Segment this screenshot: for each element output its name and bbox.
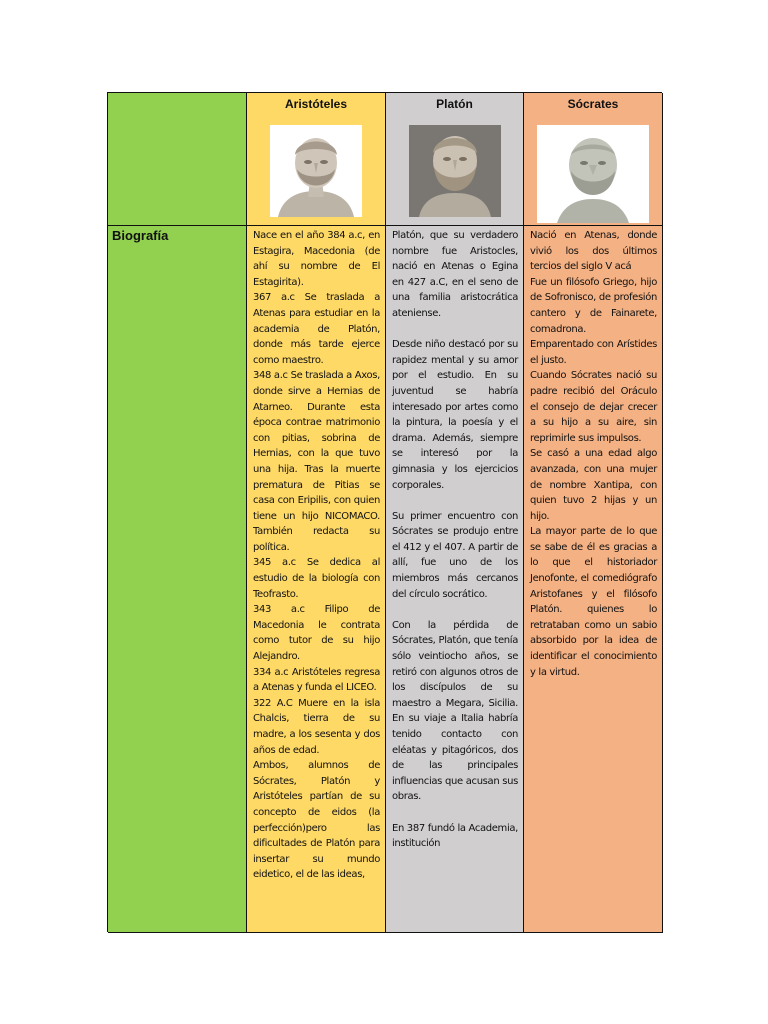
aristoteles-bio-paragraph: 334 a.c Aristóteles regresa a Atenas y funda el LICEO.: [253, 666, 380, 694]
aristoteles-bio-paragraph: 345 a.c Se dedica al estudio de la biología con Teofrasto.: [253, 557, 380, 600]
corner-cell: [108, 93, 247, 226]
socrates-bio-paragraph: Fue un filósofo Griego, hijo de Sofronisco, de profesión cantero y de Fainarete, comadrona.: [530, 276, 657, 335]
socrates-bio-paragraph: Emparentado con Arístides el justo.: [530, 339, 657, 366]
aristoteles-bio-paragraph: 367 a.c Se traslada a Atenas para estudiar en la academia de Platón, donde más tarde ejerce como maestro.: [253, 292, 380, 366]
socrates-bio-cell: [524, 226, 663, 933]
platon-bio-paragraph: Desde niño destacó por su rapidez mental y su amor por el estudio. En su juventud se habría interesado por artes como la pintura, la poesía y el drama. Además, siempre se interesó por la gimnasia y los ejercicios corporales.: [392, 339, 518, 491]
column-title-platon: Platón: [436, 97, 473, 111]
header-platon: [386, 93, 524, 226]
socrates-bio-paragraph: La mayor parte de lo que se sabe de él es gracias a lo que el historiador Jenofonte, el comediógrafo Aristofanes y el filósofo Platón. quienes lo retrataban como un sabio absorbido por la idea de identificar el conocimiento y la virtud.: [530, 526, 657, 678]
aristoteles-bio-cell: [247, 226, 386, 933]
platon-portrait-image: [409, 125, 501, 217]
column-title-socrates: Sócrates: [567, 97, 619, 111]
platon-bio-paragraph: Platón, que su verdadero nombre fue Aristocles, nació en Atenas o Egina en 427 a.C, en el seno de una familia aristocrática ateniense.: [392, 230, 518, 319]
platon-bio-paragraph: En 387 fundó la Academia, institución: [392, 822, 518, 850]
header-aristoteles: [247, 93, 386, 226]
aristoteles-portrait-image: [270, 125, 362, 217]
row-label-biografia: Biografía: [112, 228, 169, 243]
platon-bio-paragraph: Con la pérdida de Sócrates, Platón, que tenía sólo veintiocho años, se retiró con algunos otros de los discípulos de su maestro a Megara, Sicilia. En su viaje a Italia habría tenido contacto con eléatas y pitagóricos, dos de las principales influencias que acusan sus obras.: [392, 619, 518, 803]
aristoteles-bio-paragraph: 322 A.C Muere en la isla Chalcis, tierra de su madre, a los sesenta y dos años de edad.: [253, 697, 380, 756]
socrates-bio-paragraph: Nació en Atenas, donde vivió los dos últimos tercios del siglo V acá: [530, 230, 657, 273]
aristoteles-bio-paragraph: Ambos, alumnos de Sócrates, Platón y Aristóteles partían de su concepto de eidos (la perfección)pero las dificultades de Platón para insertar su mundo eidetico, el de las ideas,: [253, 760, 380, 881]
socrates-portrait-image: [537, 125, 649, 223]
socrates-bio-paragraph: Se casó a una edad algo avanzada, con una mujer de nombre Xantipa, con quien tuvo 2 hijas y un hijo.: [530, 448, 657, 522]
socrates-bio-paragraph: Cuando Sócrates nació su padre recibió del Oráculo el consejo de dejar crecer a su hijo a su aire, sin reprimirle sus impulsos.: [530, 370, 657, 444]
aristoteles-bio-paragraph: 343 a.c Filipo de Macedonia le contrata como tutor de su hijo Alejandro.: [253, 604, 380, 663]
column-title-aristoteles: Aristóteles: [284, 97, 348, 111]
comparison-table: [107, 92, 662, 932]
platon-bio-cell: [386, 226, 524, 933]
header-socrates: [524, 93, 663, 226]
platon-bio-paragraph: Su primer encuentro con Sócrates se produjo entre el 412 y el 407. A partir de allí, fue uno de los miembros más cercanos del círculo socrático.: [392, 510, 518, 600]
aristoteles-bio-paragraph: 348 a.c Se traslada a Axos, donde sirve a Hernias de Atarneo. Durante esta época contrae matrimonio con pitias, sobrina de Hernias, con la que tuvo una hija. Tras la muerte prematura de Pitias se casa con Eripilis, con quien tiene un hijo NICOMACO. También redacta su política.: [253, 370, 380, 553]
aristoteles-bio-paragraph: Nace en el año 384 a.c, en Estagira, Macedonia (de ahí su nombre de El Estagirita).: [253, 230, 380, 288]
row-label-cell: [108, 226, 247, 933]
